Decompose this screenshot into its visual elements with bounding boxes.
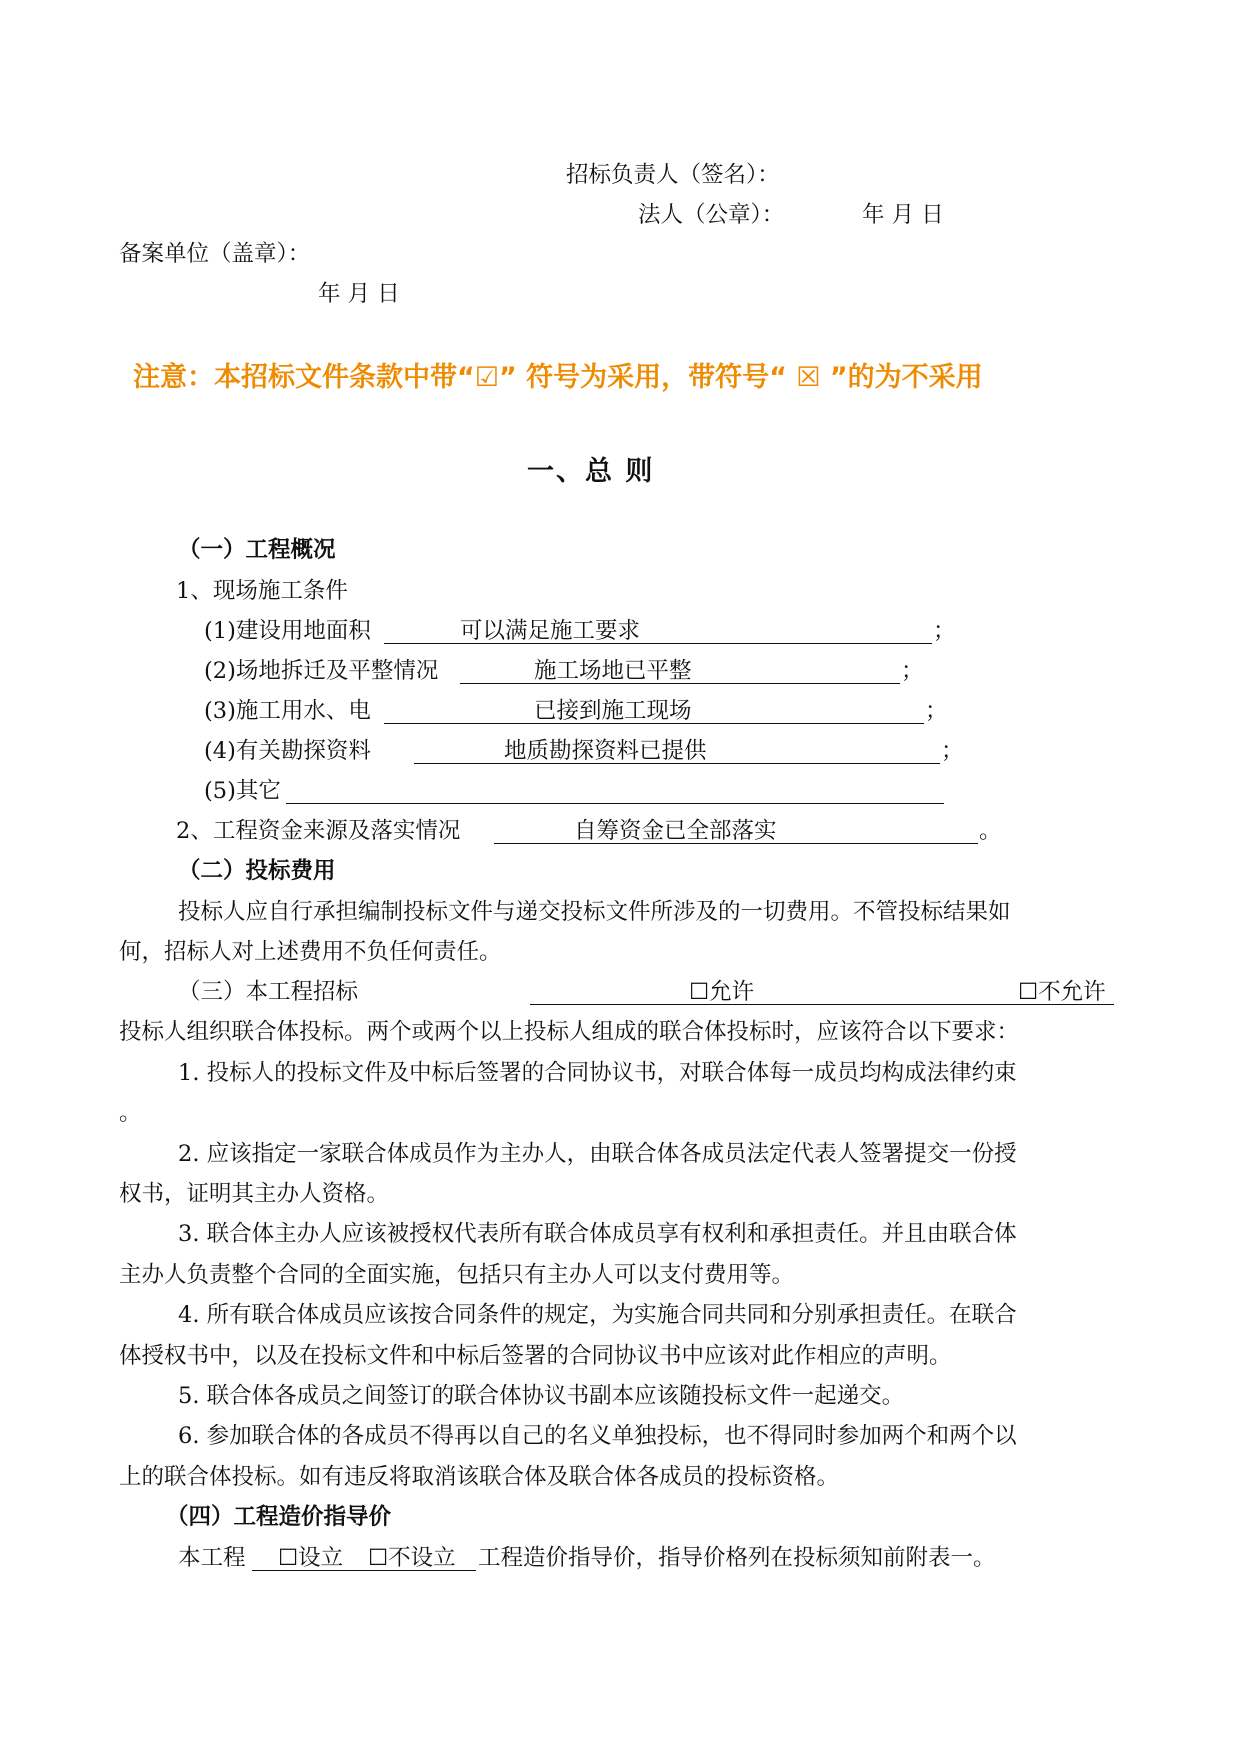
bid-cost-para-line-1: 投标人应自行承担编制投标文件与递交投标文件所涉及的一切费用。不管投标结果如 — [178, 899, 1011, 925]
water-power-label: (3)施工用水、电 — [204, 698, 371, 724]
other-label: (5)其它 — [204, 778, 281, 804]
funding-source-period: 。 — [979, 818, 1002, 844]
funding-source-value: 自筹资金已全部落实 — [574, 818, 777, 844]
consortium-item-4-line-1: 4. 所有联合体成员应该按合同条件的规定，为实施合同共同和分别承担责任。在联合 — [178, 1302, 1017, 1328]
guide-price-not-set-option[interactable]: ☐不设立 — [368, 1545, 456, 1571]
consortium-item-2-line-2: 权书，证明其主办人资格。 — [119, 1181, 390, 1207]
consortium-item-6-line-1: 6. 参加联合体的各成员不得再以自己的名义单独投标，也不得同时参加两个和两个以 — [178, 1423, 1017, 1449]
adoption-notice: 注意：本招标文件条款中带“☑” 符号为采用，带符号“ ☒ ”的为不采用 — [133, 362, 983, 393]
demolition-value: 施工场地已平整 — [534, 658, 692, 684]
tender-head-signature-label: 招标负责人（签名）： — [566, 162, 780, 188]
survey-data-value: 地质勘探资料已提供 — [504, 738, 707, 764]
consortium-item-2-line-1: 2. 应该指定一家联合体成员作为主办人，由联合体各成员法定代表人签署提交一份授 — [178, 1141, 1017, 1167]
legal-person-seal-label: 法人（公章）： — [638, 202, 785, 228]
land-area-label: (1)建设用地面积 — [204, 618, 371, 644]
consortium-item-1-line-2: 。 — [119, 1100, 142, 1126]
consortium-item-3-line-2: 主办人负责整个合同的全面实施，包括只有主办人可以支付费用等。 — [119, 1262, 795, 1288]
land-area-value: 可以满足施工要求 — [460, 618, 641, 644]
land-area-semicolon: ； — [933, 618, 956, 644]
funding-source-label: 2、工程资金来源及落实情况 — [176, 818, 461, 844]
demolition-semicolon: ； — [901, 658, 924, 684]
subsection-title-overview: （一）工程概况 — [178, 537, 336, 563]
subsection-title-guide-price: （四）工程造价指导价 — [166, 1504, 392, 1530]
guide-price-tail: 工程造价指导价，指导价格列在投标须知前附表一。 — [478, 1545, 996, 1571]
other-underline — [286, 803, 944, 804]
subsection-title-consortium: （三）本工程招标 — [178, 979, 359, 1005]
consortium-item-1-line-1: 1. 投标人的投标文件及中标后签署的合同协议书，对联合体每一成员均构成法律约束 — [178, 1060, 1017, 1086]
guide-price-lead: 本工程 — [178, 1545, 246, 1571]
section-title: 一、总 则 — [527, 456, 655, 487]
survey-data-semicolon: ； — [941, 738, 964, 764]
consortium-item-5: 5. 联合体各成员之间签订的联合体协议书副本应该随投标文件一起递交。 — [178, 1383, 905, 1409]
consortium-item-6-line-2: 上的联合体投标。如有违反将取消该联合体及联合体各成员的投标资格。 — [119, 1464, 840, 1490]
survey-data-label: (4)有关勘探资料 — [204, 738, 371, 764]
consortium-allow-option[interactable]: ☐允许 — [689, 979, 755, 1005]
water-power-value: 已接到施工现场 — [534, 698, 692, 724]
bid-cost-para-line-2: 何，招标人对上述费用不负任何责任。 — [119, 939, 502, 965]
legal-person-date: 年 月 日 — [862, 202, 944, 228]
consortium-disallow-option[interactable]: ☐不允许 — [1018, 979, 1106, 1005]
filing-unit-seal-label: 备案单位（盖章）： — [119, 241, 311, 267]
site-conditions-heading: 1、现场施工条件 — [176, 578, 348, 604]
demolition-label: (2)场地拆迁及平整情况 — [204, 658, 439, 684]
guide-price-set-option[interactable]: ☐设立 — [278, 1545, 344, 1571]
subsection-title-bid-cost: （二）投标费用 — [178, 858, 336, 884]
consortium-item-3-line-1: 3. 联合体主办人应该被授权代表所有联合体成员享有权利和承担责任。并且由联合体 — [178, 1221, 1017, 1247]
consortium-para: 投标人组织联合体投标。两个或两个以上投标人组成的联合体投标时，应该符合以下要求： — [119, 1019, 1020, 1045]
consortium-item-4-line-2: 体授权书中，以及在投标文件和中标后签署的合同协议书中应该对此作相应的声明。 — [119, 1343, 952, 1369]
filing-unit-date: 年 月 日 — [318, 281, 400, 307]
water-power-semicolon: ； — [925, 698, 948, 724]
